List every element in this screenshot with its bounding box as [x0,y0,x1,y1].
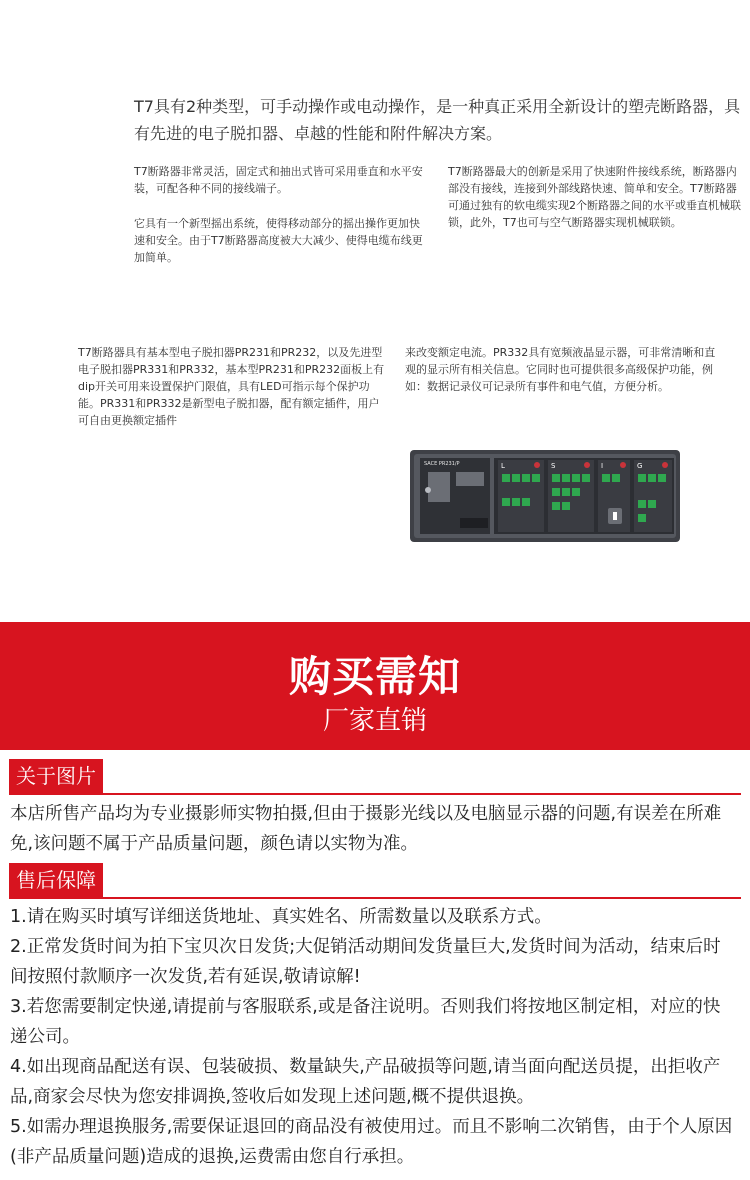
trip-unit-drawing [410,450,680,542]
purchase-notice-banner [0,622,750,750]
section-after-sales-header: 售后保障 [9,863,103,897]
section-s-label: S [551,462,556,470]
paragraph-rack-out: 它具有一个新型摇出系统，使得移动部分的摇出操作更加快速和安全。由于T7断路器高度被大大减少、使得电缆布线更加简单。 [134,217,423,264]
section-about-photos [0,759,750,859]
banner-title: 购买需知 [288,652,461,701]
list-item: 3.若您需要制定快递,请提前与客服联系,或是备注说明。否则我们将按地区制定相，对应的快递公司。 [10,997,721,1047]
device-brand-label: SACE PR231/P [424,461,460,467]
banner-subtitle: 厂家直销 [322,706,427,736]
list-item: 2.正常发货时间为拍下宝贝次日发货;大促销活动期间发货量巨大,发货时间为活动，结束后时间按照付款顺序一次发货,若有延误,敬请谅解! [10,937,721,987]
section-g-label: G [637,462,643,470]
section-i-label: I [601,462,604,470]
paragraph-trip-units: T7断路器具有基本型电子脱扣器PR231和PR232，以及先进型电子脱扣器PR331和PR332，基本型PR231和PR232面板上有dip开关可用来设置保护门限值，具有LED可指示每个保护功能。PR331和PR332是新型电子脱扣器，配有额定插件，用户可自由更换额定插件 [78,346,385,427]
list-item: 4.如出现商品配送有误、包装破损、数量缺失,产品破损等问题,请当面向配送员提，出拒收产品,商家会尽快为您安排调换,签收后如发现上述问题,概不提供退换。 [10,1057,721,1107]
list-item: 5.如需办理退换服务,需要保证退回的商品没有被使用过。而且不影响二次销售，由于个人原因(非产品质量问题)造成的退换,运费需由您自行承担。 [10,1117,733,1167]
section-l-label: L [501,462,505,470]
section-divider [9,897,741,899]
section-about-photos-text: 本店所售产品均为专业摄影师实物拍摄,但由于摄影光线以及电脑显示器的问题,有误差在所难免,该问题不属于产品质量问题，颜色请以实物为准。 [10,804,722,854]
section-about-photos-header: 关于图片 [9,759,103,793]
section-after-sales [0,863,750,1172]
section-divider [9,793,741,795]
trip-unit-image [410,450,680,542]
intro-text: T7具有2种类型，可手动操作或电动操作，是一种真正采用全新设计的塑壳断路器，具有先进的电子脱扣器、卓越的性能和附件解决方案。 [134,97,741,143]
list-item: 1.请在购买时填写详细送货地址、真实姓名、所需数量以及联系方式。 [10,907,552,927]
paragraph-mounting: T7断路器非常灵活，固定式和抽出式皆可采用垂直和水平安装，可配各种不同的接线端子。 [134,165,423,195]
paragraph-display: 来改变额定电流。PR332具有宽频液晶显示器，可非常清晰和直观的显示所有相关信息。它同时也可提供很多高级保护功能，例如：数据记录仪可记录所有事件和电气值，方便分析。 [405,346,716,393]
paragraph-innovation: T7断路器最大的创新是采用了快速附件接线系统，断路器内部没有接线，连接到外部线路快速、简单和安全。T7断路器可通过独有的软电缆实现2个断路器之间的水平或垂直机械联锁，此外，T7也可与空气断路器实现机械联锁。 [448,165,741,229]
